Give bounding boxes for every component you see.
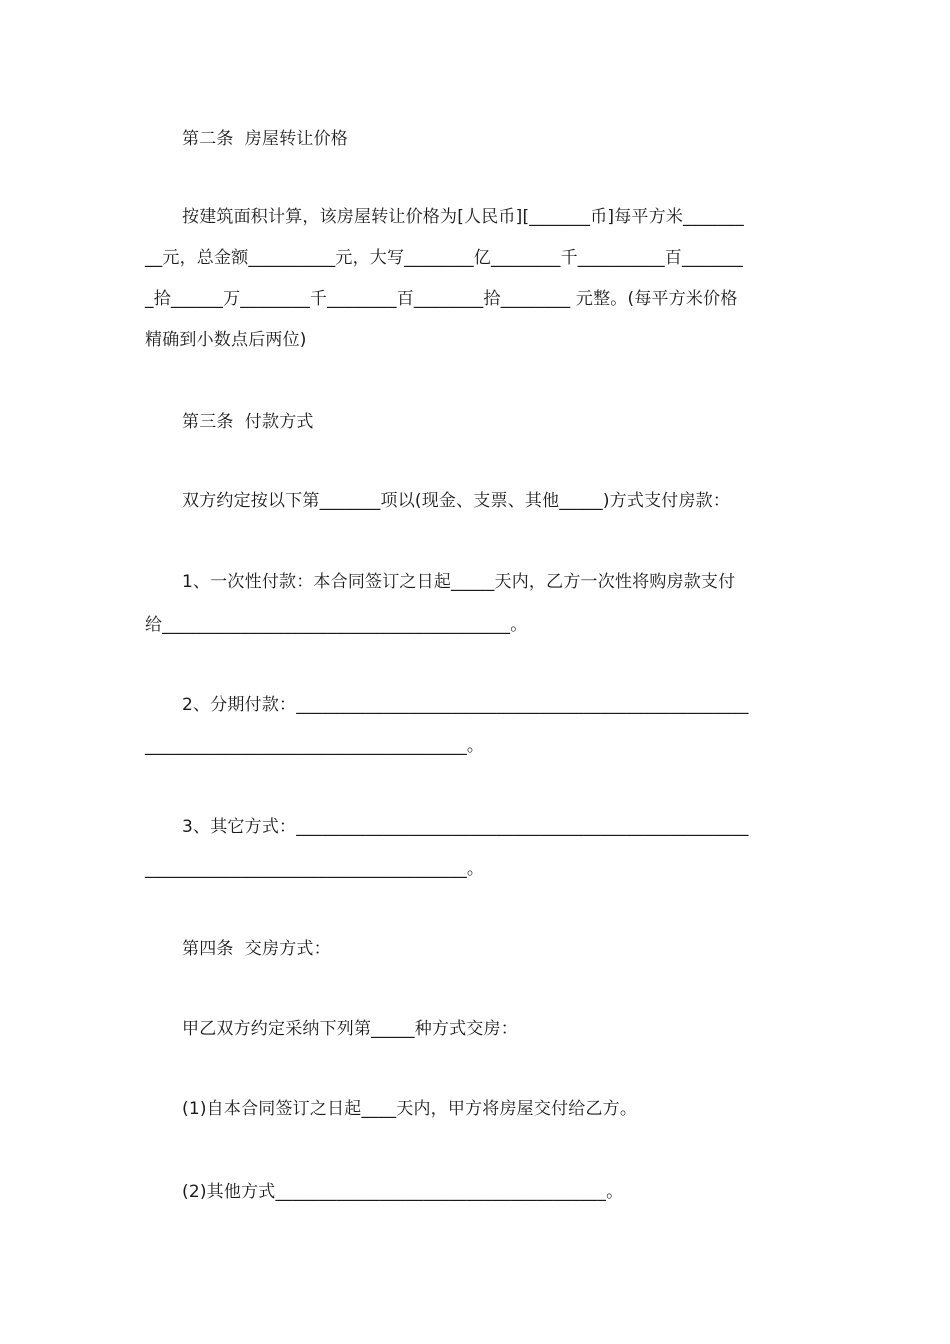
payment-option-1-line-1: 1、一次性付款：本合同签订之日起_____天内，乙方一次性将购房款支付 [182,572,736,592]
article-2-text-line-2: __元，总金额__________元，大写________亿________千__________百_______ [145,248,743,268]
delivery-method-intro: 甲乙双方约定采纳下列第_____种方式交房： [182,1019,518,1039]
article-2-text-line-4: 精确到小数点后两位) [145,330,307,350]
delivery-option-2: (2)其他方式______________________________________。 [182,1182,624,1202]
payment-option-2-line-2: _____________________________________。 [145,736,485,756]
article-2-text-line-1: 按建筑面积计算，该房屋转让价格为[人民币][_______币]每平方米_______ [182,207,744,227]
payment-option-3-line-1: 3、其它方式：____________________________________________________ [182,817,749,837]
payment-option-2-line-1: 2、分期付款：____________________________________________________ [182,695,749,715]
article-3-heading: 第三条 付款方式 [182,412,314,432]
delivery-option-1: (1)自本合同签订之日起____天内，甲方将房屋交付给乙方。 [182,1099,638,1119]
article-2-heading: 第二条 房屋转让价格 [182,129,349,149]
payment-option-3-line-2: _____________________________________。 [145,859,485,879]
payment-option-intro: 双方约定按以下第_______项以(现金、支票、其他_____)方式支付房款： [182,491,731,511]
article-2-text-line-3: _拾______万________千________百________拾________ 元整。(每平方米价格 [145,289,738,309]
payment-option-1-line-2: 给________________________________________。 [145,615,528,635]
article-4-heading: 第四条 交房方式： [182,939,331,959]
